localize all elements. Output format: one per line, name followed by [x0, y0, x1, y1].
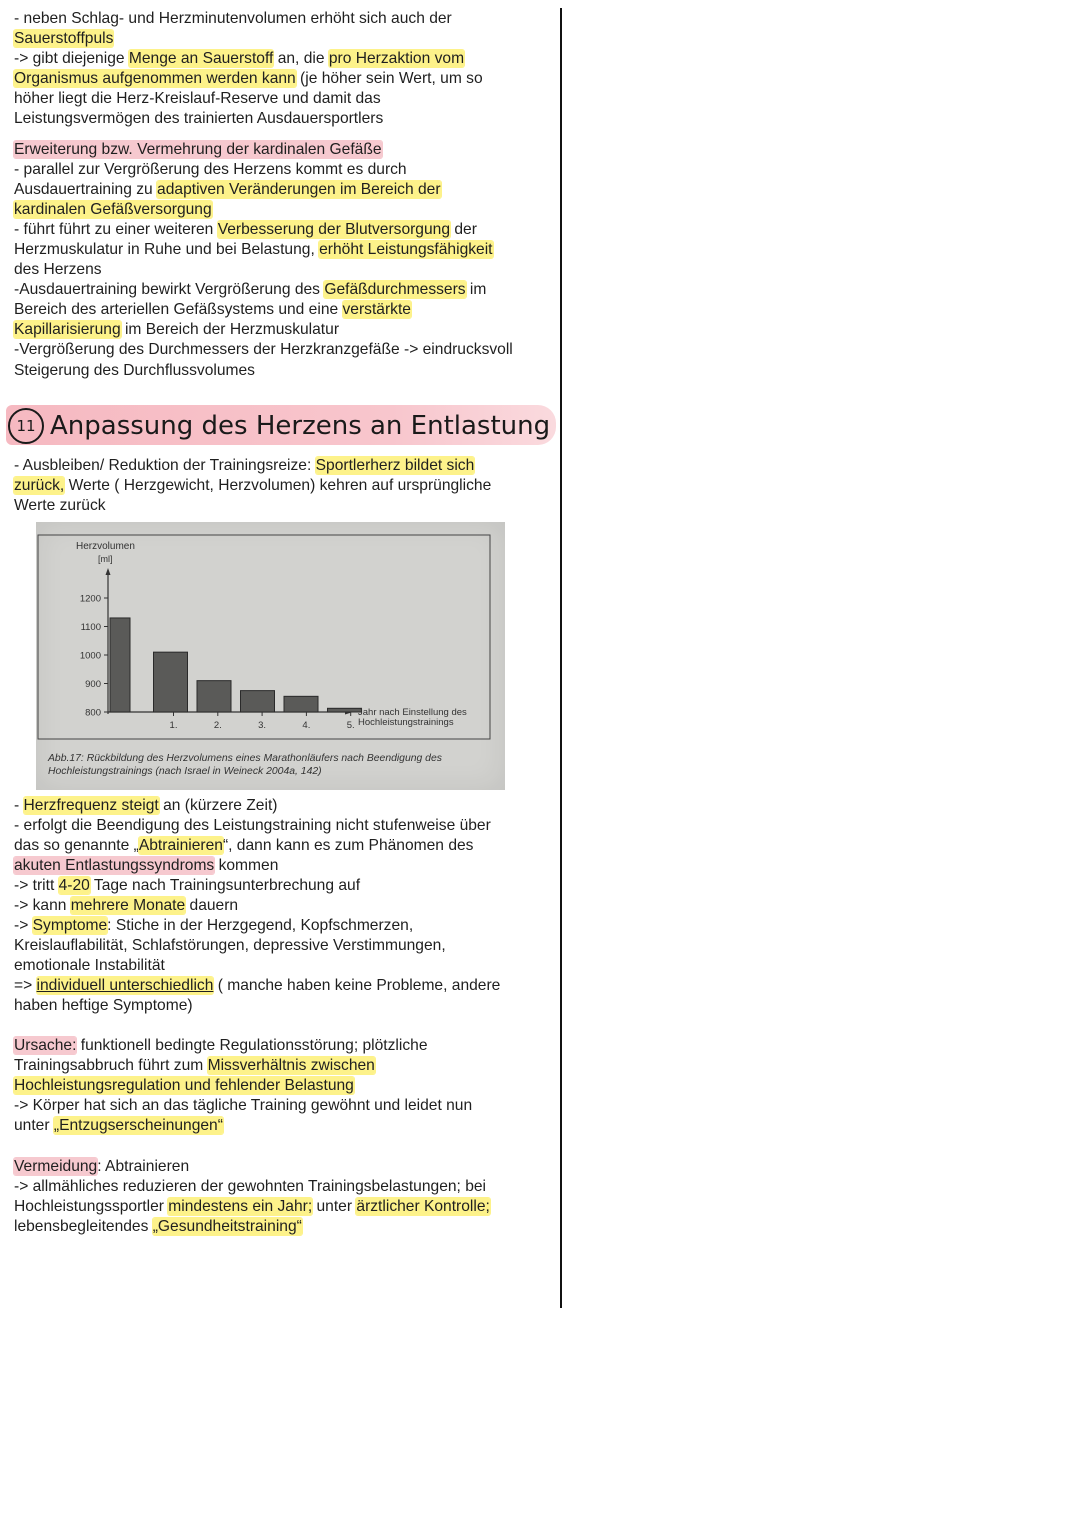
- text-line: [14, 836, 559, 856]
- text-line: [14, 876, 559, 896]
- text-line: [14, 1217, 559, 1237]
- text-segment: der: [450, 221, 477, 239]
- y-tick-label: 1100: [80, 622, 101, 633]
- highlighted-text: verstärkte: [342, 301, 411, 319]
- highlighted-text: mehrere Monate: [70, 897, 186, 915]
- text-line: [14, 180, 559, 200]
- text-segment: ( manche haben keine Probleme, andere: [213, 977, 501, 995]
- text-segment: im: [465, 281, 487, 299]
- text-line: [14, 796, 559, 816]
- prevention-section: [14, 1157, 559, 1237]
- text-line: [14, 1197, 559, 1217]
- text-line: [14, 1177, 559, 1197]
- text-line: [14, 140, 559, 160]
- highlighted-text: Missverhältnis zwischen: [207, 1057, 375, 1075]
- highlighted-text: individuell unterschiedlich: [36, 977, 214, 995]
- section-number-badge: 11: [8, 408, 44, 444]
- cause-section: [14, 1036, 559, 1136]
- oxygen-pulse-section: [14, 9, 559, 129]
- highlighted-text: „Gesundheitstraining“: [152, 1218, 302, 1236]
- highlighted-text: Ursache:: [14, 1037, 77, 1054]
- highlighted-text: Abtrainieren: [138, 837, 223, 855]
- text-line: [14, 856, 559, 876]
- text-line: [14, 1036, 559, 1056]
- bar: [197, 681, 231, 712]
- highlighted-text: 4-20: [58, 877, 90, 895]
- text-segment: an, die: [273, 50, 329, 68]
- text-segment: - erfolgt die Beendigung des Leistungstraining nicht stufenweise über: [14, 817, 491, 835]
- text-line: [14, 1096, 559, 1116]
- bar: [241, 691, 275, 712]
- text-line: [14, 476, 559, 496]
- highlighted-text: kardinalen Gefäßversorgung: [14, 201, 212, 219]
- text-line: [14, 240, 559, 260]
- section-heading-text: Anpassung des Herzens an Entlastung: [50, 411, 551, 441]
- text-segment: kommen: [214, 857, 279, 875]
- y-tick-label: 1200: [79, 593, 101, 605]
- highlighted-text: Organismus aufgenommen werden kann: [14, 70, 296, 88]
- text-segment: -> kann: [14, 897, 71, 915]
- highlighted-text: Menge an Sauerstoff: [128, 50, 274, 68]
- text-line: [14, 976, 559, 996]
- figure-caption: [48, 752, 498, 778]
- text-segment: Werte ( Herzgewicht, Herzvolumen) kehren auf ursprüngliche: [64, 477, 492, 495]
- highlighted-text: Gefäßdurchmessers: [324, 281, 466, 299]
- highlighted-text: adaptiven Veränderungen im Bereich der: [157, 181, 441, 199]
- text-line: [14, 320, 559, 340]
- text-segment: Kreislauflabilität, Schlafstörungen, depressive Verstimmungen,: [14, 937, 446, 955]
- text-segment: -Vergrößerung des Durchmessers der Herzkranzgefäße -> eindrucksvoll: [14, 341, 513, 359]
- highlighted-text: zurück,: [14, 477, 65, 495]
- x-tick-label: 2.: [213, 720, 222, 731]
- text-line: [14, 69, 559, 89]
- text-segment: Bereich des arteriellen Gefäßsystems und eine: [14, 301, 343, 319]
- text-segment: unter: [14, 1117, 54, 1135]
- highlighted-text: Sauerstoffpuls: [14, 30, 114, 48]
- x-tick-label: 1.: [169, 720, 178, 731]
- text-segment: -: [14, 797, 24, 814]
- highlighted-text: erhöht Leistungsfähigkeit: [319, 241, 493, 259]
- text-segment: Leistungsvermögen des trainierten Ausdauersportlers: [14, 110, 384, 128]
- x-axis-label-line2: Hochleistungstrainings: [358, 717, 454, 728]
- text-line: [14, 160, 559, 180]
- text-segment: “, dann kann es zum Phänomen des: [222, 837, 474, 855]
- column-divider: [560, 8, 562, 1308]
- text-segment: (je höher sein Wert, um so: [295, 70, 483, 88]
- text-line: [14, 260, 559, 280]
- text-segment: Trainingsabbruch führt zum: [14, 1057, 208, 1075]
- text-segment: Werte zurück: [14, 497, 106, 515]
- text-segment: - Ausbleiben/ Reduktion der Trainingsreize:: [14, 457, 316, 474]
- highlighted-text: akuten Entlastungssyndroms: [14, 857, 215, 875]
- highlighted-text: Vermeidung: [14, 1158, 98, 1175]
- text-segment: -> Körper hat sich an das tägliche Training gewöhnt und leidet nun: [14, 1097, 473, 1115]
- training-reduction-section: [14, 456, 559, 516]
- text-segment: -> gibt diejenige: [14, 50, 129, 68]
- y-ticks: [80, 594, 108, 719]
- section-heading: [8, 406, 563, 446]
- text-segment: an (kürzere Zeit): [158, 797, 278, 814]
- highlighted-text: Verbesserung der Blutversorgung: [217, 221, 451, 239]
- vessel-enlargement-section: [14, 140, 559, 381]
- highlighted-text: pro Herzaktion vom: [328, 50, 465, 68]
- highlighted-text: Sportlerherz bildet sich: [315, 457, 475, 474]
- text-segment: im Bereich der Herzmuskulatur: [120, 321, 340, 339]
- bar: [284, 696, 318, 712]
- bar: [110, 618, 130, 712]
- highlighted-text: Kapillarisierung: [14, 321, 121, 339]
- text-line: [14, 996, 559, 1016]
- text-segment: - neben Schlag- und Herzminutenvolumen erhöht sich auch der: [14, 10, 452, 27]
- text-line: [14, 9, 559, 29]
- text-segment: Steigerung des Durchflussvolumes: [14, 361, 255, 379]
- text-line: [14, 496, 559, 516]
- text-line: [14, 896, 559, 916]
- y-axis-label: Herzvolumen: [76, 541, 135, 552]
- text-line: [14, 109, 559, 129]
- text-line: [14, 300, 559, 320]
- text-line: [14, 1056, 559, 1076]
- text-line: [14, 29, 559, 49]
- highlighted-text: mindestens ein Jahr;: [168, 1198, 313, 1216]
- highlighted-text: „Entzugserscheinungen“: [53, 1117, 223, 1135]
- text-line: [14, 89, 559, 109]
- heart-rate-symptoms-section: [14, 796, 559, 1017]
- text-line: [14, 220, 559, 240]
- text-segment: des Herzens: [14, 261, 102, 279]
- text-line: [14, 1076, 559, 1096]
- text-line: [14, 956, 559, 976]
- text-segment: Hochleistungssportler: [14, 1198, 169, 1216]
- text-segment: haben heftige Symptome): [14, 997, 193, 1015]
- text-segment: Tage nach Trainingsunterbrechung auf: [89, 877, 361, 895]
- highlighted-text: Herzfrequenz steigt: [23, 797, 159, 814]
- text-line: [14, 340, 559, 360]
- highlighted-text: Symptome: [32, 917, 108, 935]
- y-axis-arrow: [106, 568, 111, 575]
- text-line: [14, 916, 559, 936]
- text-segment: =>: [14, 977, 37, 995]
- x-ticks: [170, 712, 355, 731]
- text-segment: -Ausdauertraining bewirkt Vergrößerung des: [14, 281, 325, 299]
- text-line: [14, 49, 559, 69]
- text-segment: ->: [14, 917, 33, 935]
- x-tick-label: 4.: [302, 720, 311, 731]
- text-segment: - führt führt zu einer weiteren: [14, 221, 218, 239]
- text-line: [14, 200, 559, 220]
- heart-volume-figure: [36, 522, 505, 790]
- x-axis-label-line1: Jahr nach Einstellung des: [358, 707, 467, 718]
- y-tick-label: 1000: [79, 650, 101, 662]
- text-segment: : Abtrainieren: [97, 1158, 190, 1175]
- bars: [110, 618, 362, 712]
- text-line: [14, 936, 559, 956]
- text-segment: emotionale Instabilität: [14, 957, 165, 975]
- bar: [328, 708, 362, 712]
- text-segment: Ausdauertraining zu: [14, 181, 158, 199]
- text-line: [14, 361, 559, 381]
- y-tick-label: 900: [85, 679, 101, 690]
- highlighted-text: Erweiterung bzw. Vermehrung der kardinalen Gefäße: [14, 141, 382, 158]
- x-tick-label: 5.: [346, 720, 355, 731]
- text-segment: das so genannte „: [14, 837, 139, 855]
- text-segment: lebensbegleitendes: [14, 1218, 153, 1236]
- y-axis-unit: [ml]: [98, 554, 113, 564]
- highlighted-text: Hochleistungsregulation und fehlender Belastung: [14, 1077, 354, 1095]
- x-tick-label: 3.: [258, 720, 267, 731]
- text-line: [14, 280, 559, 300]
- text-line: [14, 456, 559, 476]
- figure-caption-line2: Hochleistungstrainings (nach Israel in Weineck 2004a, 142): [48, 766, 322, 777]
- text-segment: funktionell bedingte Regulationsstörung; plötzliche: [76, 1037, 428, 1054]
- text-segment: Herzmuskulatur in Ruhe und bei Belastung,: [14, 241, 320, 259]
- figure-caption-line1: Abb.17: Rückbildung des Herzvolumens eines Marathonläufers nach Beendigung des: [48, 753, 442, 764]
- text-segment: -> allmähliches reduzieren der gewohnten Trainingsbelastungen; bei: [14, 1178, 487, 1196]
- y-tick-label: 800: [85, 707, 101, 719]
- highlighted-text: ärztlicher Kontrolle;: [356, 1198, 490, 1216]
- text-line: [14, 1157, 559, 1177]
- text-segment: - parallel zur Vergrößerung des Herzens kommt es durch: [14, 161, 407, 179]
- text-segment: dauern: [185, 897, 239, 915]
- text-segment: -> tritt: [14, 877, 59, 895]
- text-segment: : Stiche in der Herzgegend, Kopfschmerzen,: [107, 917, 414, 935]
- text-segment: höher liegt die Herz-Kreislauf-Reserve und damit das: [14, 90, 381, 108]
- text-line: [14, 816, 559, 836]
- heart-volume-chart: [36, 522, 505, 790]
- bar: [154, 652, 188, 712]
- text-line: [14, 1116, 559, 1136]
- text-segment: unter: [312, 1198, 357, 1216]
